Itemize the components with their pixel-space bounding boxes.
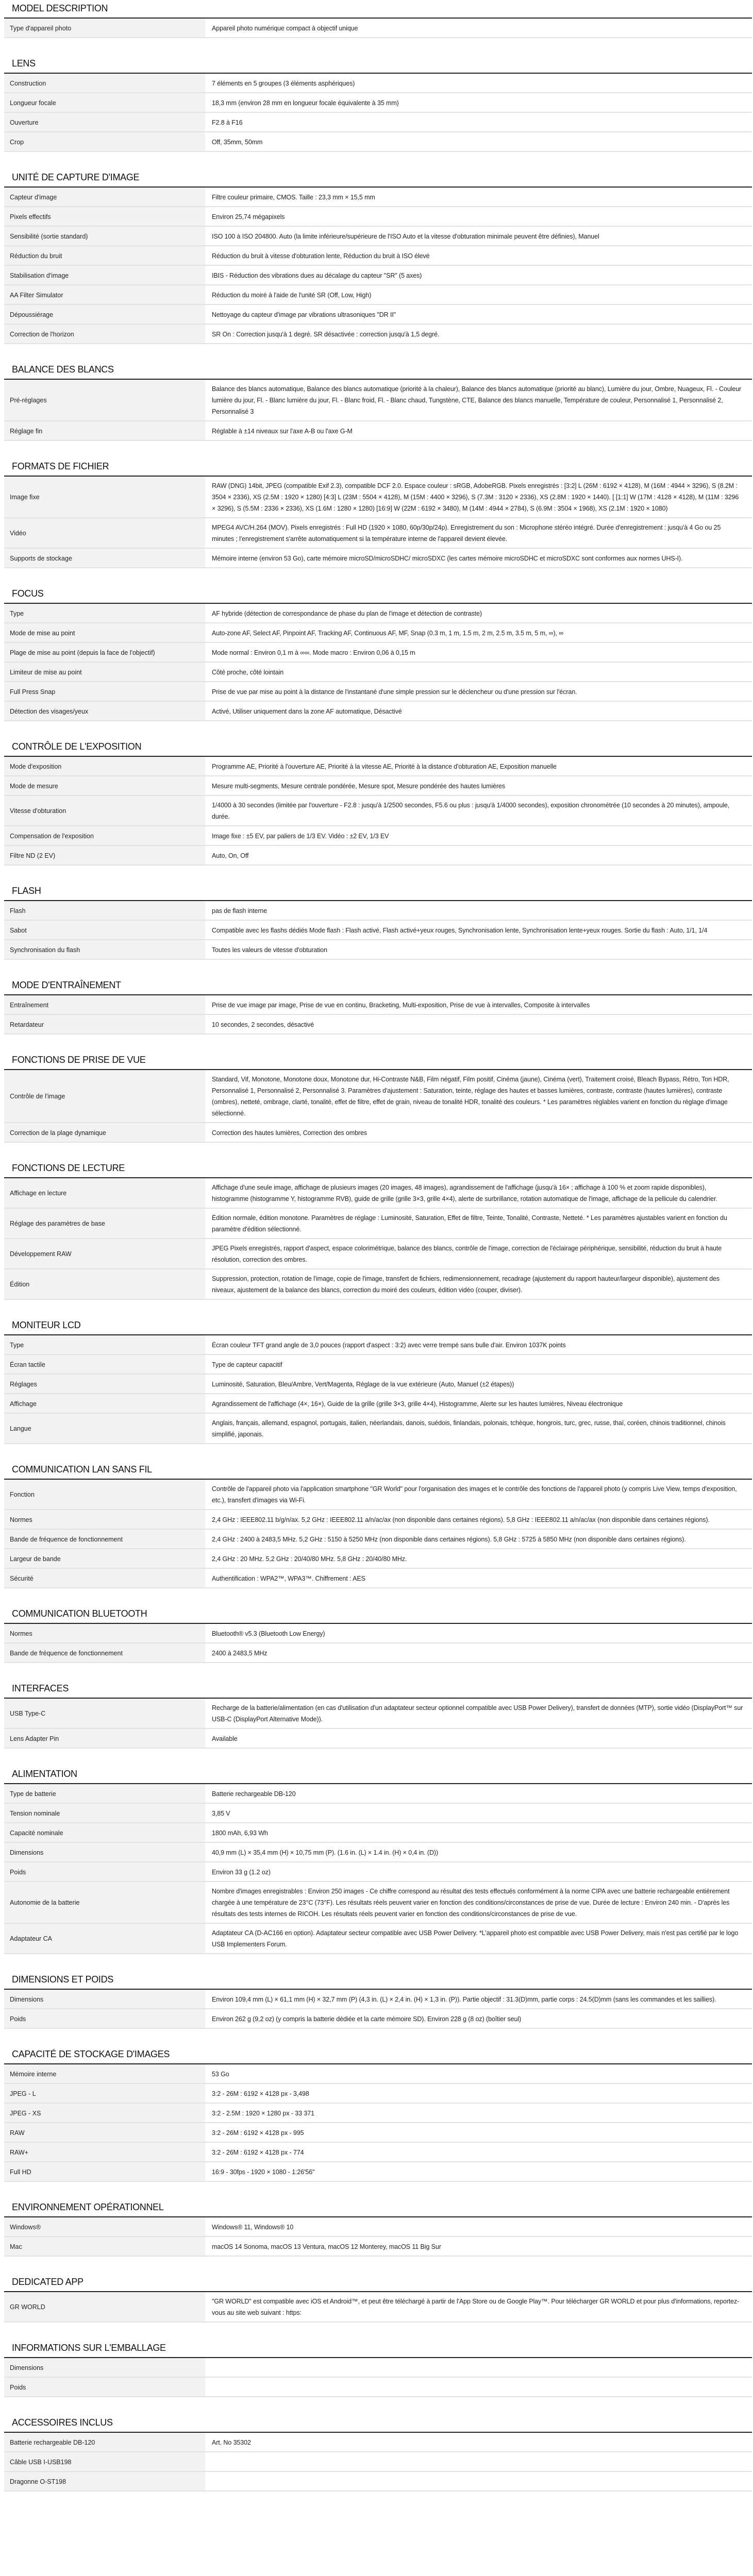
spec-row bbox=[4, 1335, 752, 1355]
spec-row bbox=[4, 757, 752, 776]
spec-row bbox=[4, 1178, 752, 1209]
spec-value: Agrandissement de l'affichage (4×, 16×), Guide de la grille (grille 3×3, grille 4×4), Histogramme, Alerte sur les hautes lumières, Niveau électronique bbox=[212, 1400, 623, 1408]
spec-label: Mode de mise au point bbox=[4, 623, 205, 642]
spec-label: Normes bbox=[4, 1624, 205, 1642]
spec-row bbox=[4, 207, 752, 227]
spec-label: Développement RAW bbox=[4, 1239, 205, 1268]
spec-row bbox=[4, 227, 752, 246]
spec-row bbox=[4, 2378, 752, 2397]
spec-row bbox=[4, 1070, 752, 1123]
spec-label: Type bbox=[4, 604, 205, 622]
spec-row bbox=[4, 380, 752, 421]
spec-row bbox=[4, 995, 752, 1015]
spec-label: Dimensions bbox=[4, 1843, 205, 1861]
spec-value: Correction des hautes lumières, Correction des ombres bbox=[212, 1129, 367, 1137]
spec-label: Retardateur bbox=[4, 1015, 205, 1033]
spec-label: Sabot bbox=[4, 921, 205, 939]
spec-label: Dimensions bbox=[4, 1990, 205, 2008]
spec-label: Édition bbox=[4, 1269, 205, 1299]
spec-row bbox=[4, 1510, 752, 1530]
spec-value bbox=[205, 2472, 752, 2490]
spec-label: Affichage bbox=[4, 1394, 205, 1413]
spec-value: AF hybride (détection de correspondance de phase du plan de l'image et détection de contraste) bbox=[212, 609, 482, 617]
spec-value: Toutes les valeurs de vitesse d'obturation bbox=[212, 946, 328, 954]
spec-row bbox=[4, 325, 752, 344]
section-title: COMMUNICATION BLUETOOTH bbox=[4, 1605, 752, 1624]
spec-row bbox=[4, 1015, 752, 1035]
spec-value: 3:2 - 26M : 6192 × 4128 px - 995 bbox=[212, 2129, 304, 2137]
spec-row bbox=[4, 1414, 752, 1444]
spec-label: Pixels effectifs bbox=[4, 207, 205, 226]
section-title: CONTRÔLE DE L'EXPOSITION bbox=[4, 738, 752, 757]
spec-value: 2,4 GHz : IEEE802.11 b/g/n/ax. 5,2 GHz : IEEE802.11 a/n/ac/ax (non disponible dans certaines régions). 5,8 GHz : IEEE802.11 a/n/ac/ax (non disponible dans certaines régions). bbox=[212, 1516, 710, 1523]
spec-value: Édition normale, édition monotone. Paramètres de réglage : Luminosité, Saturation, Effet de filtre, Teinte, Tonalité, Contraste, Netteté. * Les paramètres ajustables varient en fonction du paramètre d'édition sélectionné. bbox=[212, 1214, 727, 1233]
spec-label: Capteur d'image bbox=[4, 188, 205, 206]
spec-value: Adaptateur CA (D-AC166 en option). Adaptateur secteur compatible avec USB Power Delivery. *L'appareil photo est compatible avec USB Power Delivery, mais n'est pas certifié par le logo USB Implementers Forum. bbox=[212, 1929, 739, 1948]
spec-value: pas de flash interne bbox=[212, 907, 267, 914]
spec-row bbox=[4, 796, 752, 826]
spec-row bbox=[4, 1924, 752, 1954]
spec-row bbox=[4, 2292, 752, 2323]
spec-row bbox=[4, 2358, 752, 2378]
spec-label: Windows® bbox=[4, 2217, 205, 2236]
spec-label: RAW bbox=[4, 2123, 205, 2142]
spec-row bbox=[4, 2237, 752, 2257]
spec-label: Réglage des paramètres de base bbox=[4, 1209, 205, 1238]
spec-row bbox=[4, 132, 752, 152]
spec-row bbox=[4, 776, 752, 796]
spec-label: Longueur focale bbox=[4, 93, 205, 112]
section-flash bbox=[4, 883, 752, 960]
spec-row bbox=[4, 549, 752, 568]
spec-label: Câble USB I-USB198 bbox=[4, 2452, 205, 2471]
spec-row bbox=[4, 2452, 752, 2472]
spec-value: 3,85 V bbox=[212, 1809, 230, 1817]
spec-value: Image fixe : ±5 EV, par paliers de 1/3 EV. Vidéo : ±2 EV, 1/3 EV bbox=[212, 832, 389, 840]
spec-value bbox=[205, 2378, 752, 2396]
spec-value: Programme AE, Priorité à l'ouverture AE, Priorité à la vitesse AE, Priorité à la distance d'obturation AE, Exposition manuelle bbox=[212, 762, 557, 770]
section-title: FOCUS bbox=[4, 585, 752, 604]
spec-value: 2400 à 2483,5 MHz bbox=[212, 1649, 267, 1657]
spec-value: Mémoire interne (environ 53 Go), carte mémoire microSD/microSDHC/ microSDXC (les cartes mémoire microSDHC et microSDXC sont conformes aux normes UHS-I). bbox=[212, 554, 683, 562]
spec-row bbox=[4, 2472, 752, 2492]
spec-row bbox=[4, 604, 752, 623]
spec-label: RAW+ bbox=[4, 2143, 205, 2161]
spec-label: Ouverture bbox=[4, 113, 205, 131]
spec-value: Windows® 11, Windows® 10 bbox=[212, 2223, 294, 2231]
spec-label: Supports de stockage bbox=[4, 549, 205, 567]
spec-value: 2,4 GHz : 20 MHz. 5,2 GHz : 20/40/80 MHz. 5,8 GHz : 20/40/80 MHz. bbox=[212, 1555, 407, 1563]
spec-label: Dragonne O-ST198 bbox=[4, 2472, 205, 2490]
spec-value: RAW (DNG) 14bit, JPEG (compatible Exif 2.3), compatible DCF 2.0. Espace couleur : sRGB, AdobeRGB. Pixels enregistrés : [3:2] L (26M : 6192 × 4128), M (16M : 4944 × 3296), S (8.2M : 3504 × 2336), XS (2.5M : 1920 × 1280) [4:3] L (23M : 5504 × 4128), M (15M : 4400 × 3296), S (7.3M : 3120 × 2336), XS (2.8M : 1920 × 1440). [ [1:1] W (17M : 4128 × 4128), M (11M : 3296 × 3296), S (5.5M : 2336 × 2336), XS (1.6M : 1280 × 1280) [16:9] W (22M : 6192 × 3480), M (14M : 4944 × 2784), S (6.9M : 3504 × 1968), XS (2.1M : 1920 × 1080) bbox=[212, 482, 739, 512]
spec-value: 2,4 GHz : 2400 à 2483,5 MHz. 5,2 GHz : 5150 à 5250 MHz (non disponible dans certaines régions). 5,8 GHz : 5725 à 5850 MHz (non disponible dans certaines régions). bbox=[212, 1535, 686, 1543]
spec-row bbox=[4, 1823, 752, 1843]
spec-row bbox=[4, 643, 752, 663]
spec-label: Crop bbox=[4, 132, 205, 151]
spec-row bbox=[4, 1549, 752, 1569]
section-title: INFORMATIONS SUR L'EMBALLAGE bbox=[4, 2340, 752, 2358]
spec-value: 16:9 - 30fps - 1920 × 1080 - 1:26'56" bbox=[212, 2168, 315, 2176]
section-title: MODEL DESCRIPTION bbox=[4, 0, 752, 19]
spec-value: Type de capteur capacitif bbox=[212, 1361, 282, 1368]
spec-label: Mac bbox=[4, 2237, 205, 2256]
spec-value: Compatible avec les flashs dédiés Mode flash : Flash activé, Flash activé+yeux rouges, Synchronisation lente, Synchronisation lente+yeux rouges. Sortie du flash : Auto, 1/1, 1/4 bbox=[212, 926, 708, 934]
section-mode-d-entrainement bbox=[4, 977, 752, 1035]
spec-row bbox=[4, 266, 752, 285]
spec-label: Bande de fréquence de fonctionnement bbox=[4, 1643, 205, 1662]
spec-label: JPEG - L bbox=[4, 2084, 205, 2103]
spec-value: Off, 35mm, 50mm bbox=[212, 138, 263, 146]
spec-label: Type d'appareil photo bbox=[4, 19, 205, 37]
spec-label: Limiteur de mise au point bbox=[4, 663, 205, 681]
spec-label: Type bbox=[4, 1335, 205, 1354]
spec-label: Vidéo bbox=[4, 518, 205, 548]
spec-label: AA Filter Simulator bbox=[4, 285, 205, 304]
section-fonctions-de-prise-de-vue bbox=[4, 1052, 752, 1143]
spec-row bbox=[4, 74, 752, 93]
spec-value: Prise de vue image par image, Prise de vue en continu, Bracketing, Multi-exposition, Prise de vue à intervalles, Composite à intervalles bbox=[212, 1001, 590, 1009]
spec-row bbox=[4, 1530, 752, 1549]
spec-value: 7 éléments en 5 groupes (3 éléments asphériques) bbox=[212, 79, 355, 87]
spec-label: Affichage en lecture bbox=[4, 1178, 205, 1208]
spec-label: Capacité nominale bbox=[4, 1823, 205, 1842]
section-title: UNITÉ DE CAPTURE D'IMAGE bbox=[4, 169, 752, 188]
spec-label: Flash bbox=[4, 901, 205, 920]
spec-value: Mesure multi-segments, Mesure centrale pondérée, Mesure spot, Mesure pondérée des hautes lumières bbox=[212, 782, 506, 790]
spec-value bbox=[205, 2358, 752, 2377]
section-lens bbox=[4, 55, 752, 152]
spec-label: Réglages bbox=[4, 1375, 205, 1393]
spec-row bbox=[4, 1624, 752, 1643]
section-capacite-de-stockage-d-images bbox=[4, 2046, 752, 2182]
section-dimensions-et-poids bbox=[4, 1971, 752, 2029]
spec-label: Tension nominale bbox=[4, 1804, 205, 1822]
spec-value: Activé, Utiliser uniquement dans la zone AF automatique, Désactivé bbox=[212, 707, 402, 715]
spec-label: Lens Adapter Pin bbox=[4, 1729, 205, 1748]
spec-row bbox=[4, 1269, 752, 1300]
spec-value: Batterie rechargeable DB-120 bbox=[212, 1790, 296, 1798]
spec-row bbox=[4, 19, 752, 38]
section-communication-lan-sans-fil bbox=[4, 1461, 752, 1588]
spec-row bbox=[4, 93, 752, 113]
spec-label: Détection des visages/yeux bbox=[4, 702, 205, 720]
spec-label: Sécurité bbox=[4, 1569, 205, 1587]
spec-label: GR WORLD bbox=[4, 2292, 205, 2321]
section-title: ACCESSOIRES INCLUS bbox=[4, 2414, 752, 2433]
spec-row bbox=[4, 682, 752, 702]
spec-value: Mode normal : Environ 0,1 m à ∞∞. Mode macro : Environ 0,06 à 0,15 m bbox=[212, 649, 415, 656]
spec-label: Dépoussiérage bbox=[4, 305, 205, 324]
spec-label: Poids bbox=[4, 2378, 205, 2396]
spec-label: Contrôle de l'image bbox=[4, 1070, 205, 1122]
spec-row bbox=[4, 901, 752, 921]
spec-label: USB Type-C bbox=[4, 1699, 205, 1728]
section-title: FORMATS DE FICHIER bbox=[4, 458, 752, 477]
spec-row bbox=[4, 1882, 752, 1924]
spec-row bbox=[4, 2009, 752, 2029]
spec-value: Suppression, protection, rotation de l'image, copie de l'image, transfert de fichiers, redimensionnement, recadrage (ajustement du rapport hauteur/largeur disponible), ajustement des niveaux, ajustement de la balance des blancs, correction du moiré des couleurs, édition vidéo (couper, diviser). bbox=[212, 1275, 720, 1294]
spec-label: Bande de fréquence de fonctionnement bbox=[4, 1530, 205, 1548]
section-formats-de-fichier bbox=[4, 458, 752, 568]
spec-label: Mode d'exposition bbox=[4, 757, 205, 775]
spec-value: Environ 33 g (1.2 oz) bbox=[212, 1868, 271, 1876]
section-title: FONCTIONS DE PRISE DE VUE bbox=[4, 1052, 752, 1070]
section-model-description bbox=[4, 0, 752, 38]
spec-row bbox=[4, 2162, 752, 2182]
spec-value: 10 secondes, 2 secondes, désactivé bbox=[212, 1021, 314, 1028]
section-dedicated-app bbox=[4, 2274, 752, 2323]
spec-value: Réglable à ±14 niveaux sur l'axe A-B ou l'axe G-M bbox=[212, 427, 353, 435]
spec-label: Réglage fin bbox=[4, 421, 205, 440]
spec-row bbox=[4, 1355, 752, 1375]
section-interfaces bbox=[4, 1680, 752, 1749]
spec-row bbox=[4, 2084, 752, 2104]
spec-row bbox=[4, 305, 752, 325]
spec-row bbox=[4, 1209, 752, 1239]
spec-row bbox=[4, 623, 752, 643]
spec-value: macOS 14 Sonoma, macOS 13 Ventura, macOS 12 Monterey, macOS 11 Big Sur bbox=[212, 2243, 441, 2250]
spec-label: Mémoire interne bbox=[4, 2064, 205, 2083]
spec-row bbox=[4, 940, 752, 960]
spec-row bbox=[4, 477, 752, 518]
spec-row bbox=[4, 246, 752, 266]
spec-label: Fonction bbox=[4, 1480, 205, 1509]
spec-label: Poids bbox=[4, 2009, 205, 2028]
spec-label: Dimensions bbox=[4, 2358, 205, 2377]
section-title: CAPACITÉ DE STOCKAGE D'IMAGES bbox=[4, 2046, 752, 2064]
spec-value: Réduction du moiré à l'aide de l'unité SR (Off, Low, High) bbox=[212, 291, 372, 299]
spec-value: Filtre couleur primaire, CMOS. Taille : 23,3 mm × 15,5 mm bbox=[212, 193, 375, 201]
spec-value: Nombre d'images enregistrables : Environ 250 images - Ce chiffre correspond au résultat des tests effectués conformément à la norme CIPA avec une batterie rechargeable entièrement chargée à une température de 23°C (73°F). Les résultats réels peuvent varier en fonction des conditions/circonstances de prise de vue. Durée de lecture : Environ 240 min. - D'après les résultats des tests internes de RICOH. Les résultats réels peuvent varier en fonction des conditions/circonstances de prise de vue. bbox=[212, 1888, 730, 1918]
spec-row bbox=[4, 846, 752, 866]
spec-label: Vitesse d'obturation bbox=[4, 796, 205, 825]
spec-value: Auto-zone AF, Select AF, Pinpoint AF, Tracking AF, Continuous AF, MF, Snap (0.3 m, 1 m, 1.5 m, 2 m, 2.5 m, 3.5 m, 5 m, ∞), ∞ bbox=[212, 629, 564, 637]
spec-row bbox=[4, 1480, 752, 1510]
spec-label: Largeur de bande bbox=[4, 1549, 205, 1568]
section-title: MODE D'ENTRAÎNEMENT bbox=[4, 977, 752, 995]
spec-label: Correction de la plage dynamique bbox=[4, 1123, 205, 1142]
spec-value: Standard, Vif, Monotone, Monotone doux, Monotone dur, Hi-Contraste N&B, Film négatif, Film positif, Cinéma (jaune), Cinéma (vert), Traitement croisé, Bleach Bypass, Rétro, Ton HDR, Personnalisé 1, Personnalisé 2, Personnalisé 3. Paramètres d'ajustement : Saturation, teinte, réglage des hautes et basses lumières, contraste, contraste (hautes lumières), contraste (ombres), netteté, ombrage, clarté, tonalité, effet de filtre, effet de grain, niveau de tonalité HDR, tonalité des couleurs. * Les paramètres réglables varient en fonction du réglage d'image sélectionné. bbox=[212, 1076, 729, 1117]
section-balance-des-blancs bbox=[4, 361, 752, 441]
section-title: DEDICATED APP bbox=[4, 2274, 752, 2292]
spec-value: Prise de vue par mise au point à la distance de l'instantané d'une simple pression sur le déclencheur ou d'une pression sur l'écran. bbox=[212, 688, 577, 696]
spec-value: Anglais, français, allemand, espagnol, portugais, italien, néerlandais, danois, suédois, finlandais, polonais, tchèque, hongrois, turc, grec, russe, thaï, coréen, chinois traditionnel, chinois simplifié, japonais. bbox=[212, 1419, 726, 1438]
spec-label: Image fixe bbox=[4, 477, 205, 517]
spec-row bbox=[4, 1729, 752, 1749]
spec-row bbox=[4, 518, 752, 549]
section-title: INTERFACES bbox=[4, 1680, 752, 1699]
spec-value: 40,9 mm (L) × 35,4 mm (H) × 10,75 mm (P). (1.6 in. (L) × 1.4 in. (H) × 0,4 in. (D)) bbox=[212, 1849, 439, 1856]
spec-value: ISO 100 à ISO 204800. Auto (la limite inférieure/supérieure de l'ISO Auto et la vitesse d'obturation minimale peuvent être définies), Manuel bbox=[212, 232, 599, 240]
spec-row bbox=[4, 1123, 752, 1143]
spec-value: 53 Go bbox=[212, 2070, 229, 2078]
spec-label: Poids bbox=[4, 1862, 205, 1881]
spec-row bbox=[4, 1394, 752, 1414]
spec-value: Available bbox=[212, 1735, 238, 1742]
spec-value: 3:2 - 26M : 6192 × 4128 px - 774 bbox=[212, 2148, 304, 2156]
section-title: BALANCE DES BLANCS bbox=[4, 361, 752, 380]
spec-row bbox=[4, 1239, 752, 1269]
spec-label: Batterie rechargeable DB-120 bbox=[4, 2433, 205, 2451]
spec-value: 3:2 - 26M : 6192 × 4128 px - 3,498 bbox=[212, 2090, 309, 2097]
spec-row bbox=[4, 188, 752, 207]
spec-row bbox=[4, 1862, 752, 1882]
section-fonctions-de-lecture bbox=[4, 1160, 752, 1300]
spec-label: Adaptateur CA bbox=[4, 1924, 205, 1953]
spec-row bbox=[4, 1843, 752, 1862]
spec-row bbox=[4, 1699, 752, 1729]
spec-value: 3:2 - 2.5M : 1920 × 1280 px - 33 371 bbox=[212, 2109, 314, 2117]
spec-value: "GR WORLD" est compatible avec iOS et Android™, et peut être téléchargé à partir de l'App Store ou de Google Play™. Pour télécharger GR WORLD et pour plus d'informations, reportez-vous au site web suivant : https: bbox=[212, 2298, 740, 2316]
spec-label: Sensibilité (sortie standard) bbox=[4, 227, 205, 245]
spec-value: IBIS - Réduction des vibrations dues au décalage du capteur "SR" (5 axes) bbox=[212, 272, 422, 279]
spec-label: Réduction du bruit bbox=[4, 246, 205, 265]
section-informations-sur-l-emballage bbox=[4, 2340, 752, 2397]
spec-value: F2.8 à F16 bbox=[212, 118, 243, 126]
section-controle-de-l-exposition bbox=[4, 738, 752, 866]
spec-value: Recharge de la batterie/alimentation (en cas d'utilisation d'un adaptateur secteur optionnel compatible avec USB Power Delivery), transfert de données (MTP), sortie vidéo (DisplayPort™ sur USB-C (DisplayPort Alternative Mode)). bbox=[212, 1704, 743, 1723]
section-title: ALIMENTATION bbox=[4, 1766, 752, 1784]
spec-row bbox=[4, 2433, 752, 2452]
spec-row bbox=[4, 1375, 752, 1394]
section-unite-de-capture-d-image bbox=[4, 169, 752, 344]
spec-label: Écran tactile bbox=[4, 1355, 205, 1374]
section-alimentation bbox=[4, 1766, 752, 1954]
spec-row bbox=[4, 113, 752, 132]
section-focus bbox=[4, 585, 752, 721]
spec-row bbox=[4, 2123, 752, 2143]
spec-row bbox=[4, 2104, 752, 2123]
spec-label: Filtre ND (2 EV) bbox=[4, 846, 205, 865]
spec-row bbox=[4, 1643, 752, 1663]
spec-value: Auto, On, Off bbox=[212, 852, 249, 859]
section-moniteur-lcd bbox=[4, 1317, 752, 1444]
spec-value: Balance des blancs automatique, Balance des blancs automatique (priorité à la chaleur), Balance des blancs automatique (priorité au blanc), Lumière du jour, Ombre, Nuageux, Fl. - Couleur lumière du jour, Fl. - Blanc lumière du jour, Fl. - Blanc froid, Fl. - Blanc chaud, Tungstène, CTE, Balance des blancs manuelle, Température de couleur, Personnalisé 1, Personnalisé 2, Personnalisé 3 bbox=[212, 385, 742, 415]
spec-value: Écran couleur TFT grand angle de 3,0 pouces (rapport d'aspect : 3:2) avec verre trempé sans bulle d'air. Environ 1037K points bbox=[212, 1341, 566, 1349]
spec-value: Environ 262 g (9,2 oz) (y compris la batterie dédiée et la carte mémoire SD). Environ 228 g (8 oz) (boîtier seul) bbox=[212, 2015, 522, 2023]
spec-value: Côté proche, côté lointain bbox=[212, 668, 284, 676]
spec-value: Contrôle de l'appareil photo via l'application smartphone "GR World" pour l'organisation des images et le contrôle des fonctions de l'appareil photo (y compris Live View, temps d'exposition, etc.), transfert d'images via Wi-Fi. bbox=[212, 1485, 737, 1504]
spec-label: Construction bbox=[4, 74, 205, 92]
spec-value: Art. No 35302 bbox=[212, 2438, 251, 2446]
spec-value: 1800 mAh, 6,93 Wh bbox=[212, 1829, 268, 1837]
spec-row bbox=[4, 2217, 752, 2237]
spec-value bbox=[205, 2452, 752, 2471]
spec-label: Compensation de l'exposition bbox=[4, 826, 205, 845]
section-environnement-operationnel bbox=[4, 2199, 752, 2257]
spec-row bbox=[4, 285, 752, 305]
spec-row bbox=[4, 663, 752, 682]
spec-row bbox=[4, 1990, 752, 2009]
section-title: DIMENSIONS ET POIDS bbox=[4, 1971, 752, 1990]
spec-label: JPEG - XS bbox=[4, 2104, 205, 2122]
section-title: LENS bbox=[4, 55, 752, 74]
spec-row bbox=[4, 921, 752, 940]
spec-value: Luminosité, Saturation, Bleu/Ambre, Vert/Magenta, Réglage de la vue extérieure (Auto, Manuel (±2 étapes)) bbox=[212, 1380, 514, 1388]
spec-value: Bluetooth® v5.3 (Bluetooth Low Energy) bbox=[212, 1630, 325, 1637]
spec-label: Entraînement bbox=[4, 995, 205, 1014]
spec-label: Full Press Snap bbox=[4, 682, 205, 701]
section-title: FLASH bbox=[4, 883, 752, 901]
spec-value: Affichage d'une seule image, affichage de plusieurs images (20 images, 48 images), agrandissement de l'affichage (jusqu'à 16× ; affichage à 100 % et zoom rapide disponibles), histogramme (histogramme Y, histogramme RVB), guide de grille (grille 3×3, grille 4×4), alerte de surbrillance, rotation automatique de l'image, affichage de la pellicule du calendrier. bbox=[212, 1184, 717, 1202]
spec-row bbox=[4, 1804, 752, 1823]
spec-value: JPEG Pixels enregistrés, rapport d'aspect, espace colorimétrique, balance des blancs, contrôle de l'image, correction de l'éclairage périphérique, sensibilité, réduction du bruit à haute résolution, correction des ombres. bbox=[212, 1245, 722, 1263]
spec-value: Environ 109,4 mm (L) × 61,1 mm (H) × 32,7 mm (P) (4,3 in. (L) × 2,4 in. (H) × 1,3 in. (P)). Partie objectif : 31.3(D)mm, partie corps : 24.5(D)mm (sans les commandes et les saillies). bbox=[212, 1995, 716, 2003]
spec-value: Nettoyage du capteur d'image par vibrations ultrasoniques "DR II" bbox=[212, 311, 396, 318]
spec-value: Authentification : WPA2™, WPA3™. Chiffrement : AES bbox=[212, 1574, 365, 1582]
spec-row bbox=[4, 2143, 752, 2162]
spec-row bbox=[4, 1784, 752, 1804]
section-title: FONCTIONS DE LECTURE bbox=[4, 1160, 752, 1178]
spec-label: Normes bbox=[4, 1510, 205, 1529]
spec-label: Plage de mise au point (depuis la face de l'objectif) bbox=[4, 643, 205, 662]
spec-value: Appareil photo numérique compact à objectif unique bbox=[212, 24, 358, 32]
spec-row bbox=[4, 826, 752, 846]
spec-value: MPEG4 AVC/H.264 (MOV). Pixels enregistrés : Full HD (1920 × 1080, 60p/30p/24p). Enregistrement du son : Microphone stéréo intégré. Durée d'enregistrement : jusqu'à 4 Go ou 25 minutes ; l'enregistrement s'arrête automatiquement si la température interne de l'appareil devient élevée. bbox=[212, 524, 721, 543]
spec-label: Mode de mesure bbox=[4, 776, 205, 795]
spec-label: Correction de l'horizon bbox=[4, 325, 205, 343]
spec-row bbox=[4, 2064, 752, 2084]
spec-label: Full HD bbox=[4, 2162, 205, 2181]
section-accessoires-inclus bbox=[4, 2414, 752, 2492]
spec-value: Réduction du bruit à vitesse d'obturation lente, Réduction du bruit à ISO élevé bbox=[212, 252, 430, 260]
section-title: ENVIRONNEMENT OPÉRATIONNEL bbox=[4, 2199, 752, 2217]
spec-label: Autonomie de la batterie bbox=[4, 1882, 205, 1923]
section-title: COMMUNICATION LAN SANS FIL bbox=[4, 1461, 752, 1480]
spec-label: Stabilisation d'image bbox=[4, 266, 205, 284]
spec-value: Environ 25,74 mégapixels bbox=[212, 213, 285, 221]
spec-row bbox=[4, 702, 752, 721]
spec-row bbox=[4, 421, 752, 441]
spec-label: Type de batterie bbox=[4, 1784, 205, 1803]
spec-label: Langue bbox=[4, 1414, 205, 1443]
spec-label: Pré-réglages bbox=[4, 380, 205, 420]
spec-row bbox=[4, 1569, 752, 1588]
section-communication-bluetooth bbox=[4, 1605, 752, 1663]
spec-value: SR On : Correction jusqu'à 1 degré. SR désactivée : correction jusqu'à 1,5 degré. bbox=[212, 330, 440, 338]
spec-value: 1/4000 à 30 secondes (limitée par l'ouverture - F2.8 : jusqu'à 1/2500 secondes, F5.6 ou plus : jusqu'à 1/4000 secondes), exposition chronométrée (10 secondes à 20 minutes), ampoule, durée. bbox=[212, 802, 730, 820]
spec-label: Synchronisation du flash bbox=[4, 940, 205, 959]
section-title: MONITEUR LCD bbox=[4, 1317, 752, 1335]
spec-value: 18,3 mm (environ 28 mm en longueur focale équivalente à 35 mm) bbox=[212, 99, 399, 107]
